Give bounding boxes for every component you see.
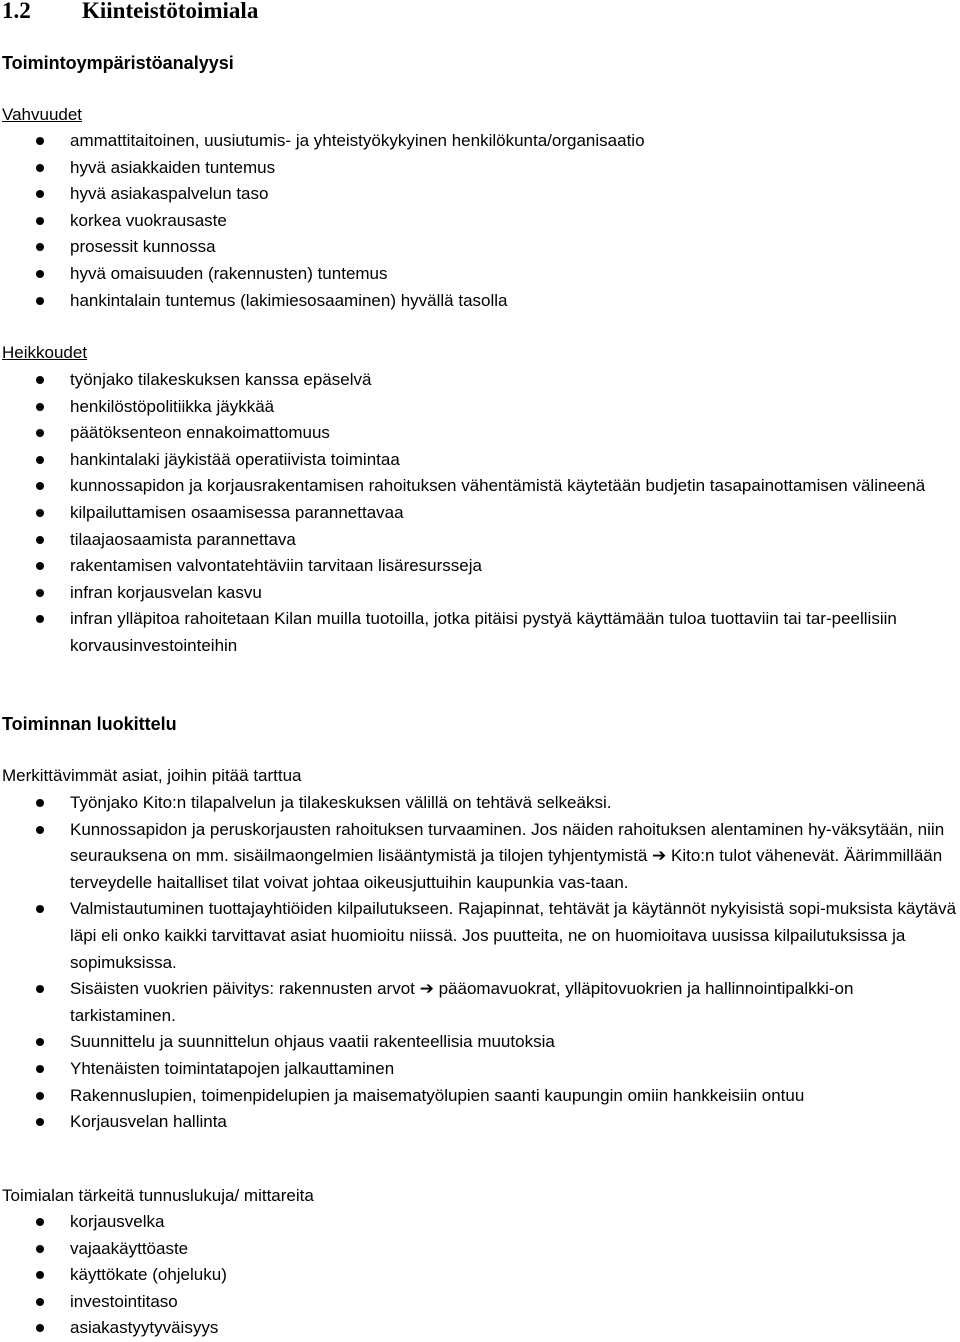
bullet-icon	[36, 297, 44, 305]
bullet-icon	[36, 509, 44, 517]
bullet-icon	[36, 1092, 44, 1100]
bullet-icon	[36, 1218, 44, 1226]
bullet-icon	[36, 376, 44, 384]
bullet-icon	[36, 217, 44, 225]
list-item: Korjausvelan hallinta	[0, 1109, 960, 1136]
list-item: henkilöstöpolitiikka jäykkää	[0, 394, 960, 421]
list-item: infran ylläpitoa rahoitetaan Kilan muilla tuotoilla, jotka pitäisi pystyä käyttämään tuloa tuottaviin tai tar-peellisiin korvausinvestointeihin	[0, 606, 960, 659]
list-item: Yhtenäisten toimintatapojen jalkauttaminen	[0, 1056, 960, 1083]
list-item: Sisäisten vuokrien päivitys: rakennusten arvot ➔ pääomavuokrat, ylläpitovuokrien ja hallinnointipalkki-on tarkistaminen.	[0, 976, 960, 1029]
list-item: korjausvelka	[0, 1209, 960, 1236]
list-item: infran korjausvelan kasvu	[0, 580, 960, 607]
strengths-list	[0, 128, 960, 314]
list-item: Valmistautuminen tuottajayhtiöiden kilpailutukseen. Rajapinnat, tehtävät ja käytännöt nykyisistä sopi-muksista käytävä läpi eli onko kaikki tarvittavat asiat huomioitu niissä. Jos puutteita, ne on huomioitava uusissa kilpailutuksissa ja sopimuksissa.	[0, 896, 960, 976]
list-item: prosessit kunnossa	[0, 234, 960, 261]
section-heading	[2, 0, 258, 26]
list-item: Työnjako Kito:n tilapalvelun ja tilakeskuksen välillä on tehtävä selkeäksi.	[0, 790, 960, 817]
bullet-icon	[36, 1065, 44, 1073]
bullet-icon	[36, 536, 44, 544]
list-item: vajaakäyttöaste	[0, 1236, 960, 1263]
list-item: kunnossapidon ja korjausrakentamisen rahoituksen vähentämistä käytetään budjetin tasapainottamisen välineenä	[0, 473, 960, 500]
list-item: käyttökate (ohjeluku)	[0, 1262, 960, 1289]
list-item: rakentamisen valvontatehtäviin tarvitaan lisäresursseja	[0, 553, 960, 580]
list-item: hyvä asiakaspalvelun taso	[0, 181, 960, 208]
weaknesses-heading: Heikkoudet	[2, 343, 88, 362]
classification-heading: Toiminnan luokittelu	[2, 714, 177, 734]
list-item: hyvä asiakkaiden tuntemus	[0, 155, 960, 182]
indicators-list	[0, 1209, 960, 1342]
list-item: Kunnossapidon ja peruskorjausten rahoituksen turvaaminen. Jos näiden rahoituksen alentaminen hy-väksytään, niin seurauksena on mm. sisäilmaongelmien lisääntymistä ja tilojen tyhjentymistä ➔ Kito:n tulot vähenevät. Äärimmillään terveydelle haitalliset tilat voivat johtaa oikeusjuttuihin kaupunkia vas-taan.	[0, 817, 960, 897]
bullet-icon	[36, 905, 44, 913]
bullet-icon	[36, 615, 44, 623]
bullet-icon	[36, 1245, 44, 1253]
bullet-icon	[36, 190, 44, 198]
weaknesses-list	[0, 367, 960, 660]
bullet-icon	[36, 482, 44, 490]
bullet-icon	[36, 403, 44, 411]
key-matters-list	[0, 790, 960, 1136]
bullet-icon	[36, 562, 44, 570]
list-item: työnjako tilakeskuksen kanssa epäselvä	[0, 367, 960, 394]
bullet-icon	[36, 1038, 44, 1046]
bullet-icon	[36, 985, 44, 993]
bullet-icon	[36, 1118, 44, 1126]
bullet-icon	[36, 164, 44, 172]
bullet-icon	[36, 429, 44, 437]
list-item: korkea vuokrausaste	[0, 208, 960, 235]
bullet-icon	[36, 137, 44, 145]
list-item: asiakastyytyväisyys	[0, 1315, 960, 1342]
bullet-icon	[36, 1298, 44, 1306]
bullet-icon	[36, 456, 44, 464]
bullet-icon	[36, 826, 44, 834]
list-item: investointitaso	[0, 1289, 960, 1316]
bullet-icon	[36, 243, 44, 251]
bullet-icon	[36, 270, 44, 278]
list-item: hankintalain tuntemus (lakimiesosaaminen) hyvällä tasolla	[0, 288, 960, 315]
bullet-icon	[36, 589, 44, 597]
list-item: tilaajaosaamista parannettava	[0, 527, 960, 554]
section-title: Kiinteistötoimiala	[82, 0, 259, 23]
list-item: ammattitaitoinen, uusiutumis- ja yhteistyökykyinen henkilökunta/organisaatio	[0, 128, 960, 155]
bullet-icon	[36, 799, 44, 807]
list-item: päätöksenteon ennakoimattomuus	[0, 420, 960, 447]
bullet-icon	[36, 1271, 44, 1279]
indicators-heading: Toimialan tärkeitä tunnuslukuja/ mittareita	[2, 1186, 314, 1205]
list-item: hankintalaki jäykistää operatiivista toimintaa	[0, 447, 960, 474]
list-item: Rakennuslupien, toimenpidelupien ja maisematyölupien saanti kaupungin omiin hankkeisiin ontuu	[0, 1083, 960, 1110]
list-item: kilpailuttamisen osaamisessa parannettavaa	[0, 500, 960, 527]
key-matters-heading: Merkittävimmät asiat, joihin pitää tarttua	[2, 766, 302, 785]
list-item: hyvä omaisuuden (rakennusten) tuntemus	[0, 261, 960, 288]
list-item: Suunnittelu ja suunnittelun ohjaus vaatii rakenteellisia muutoksia	[0, 1029, 960, 1056]
strengths-heading: Vahvuudet	[2, 105, 83, 124]
analysis-heading: Toimintoympäristöanalyysi	[2, 53, 234, 73]
section-number: 1.2	[2, 0, 31, 23]
bullet-icon	[36, 1324, 44, 1332]
